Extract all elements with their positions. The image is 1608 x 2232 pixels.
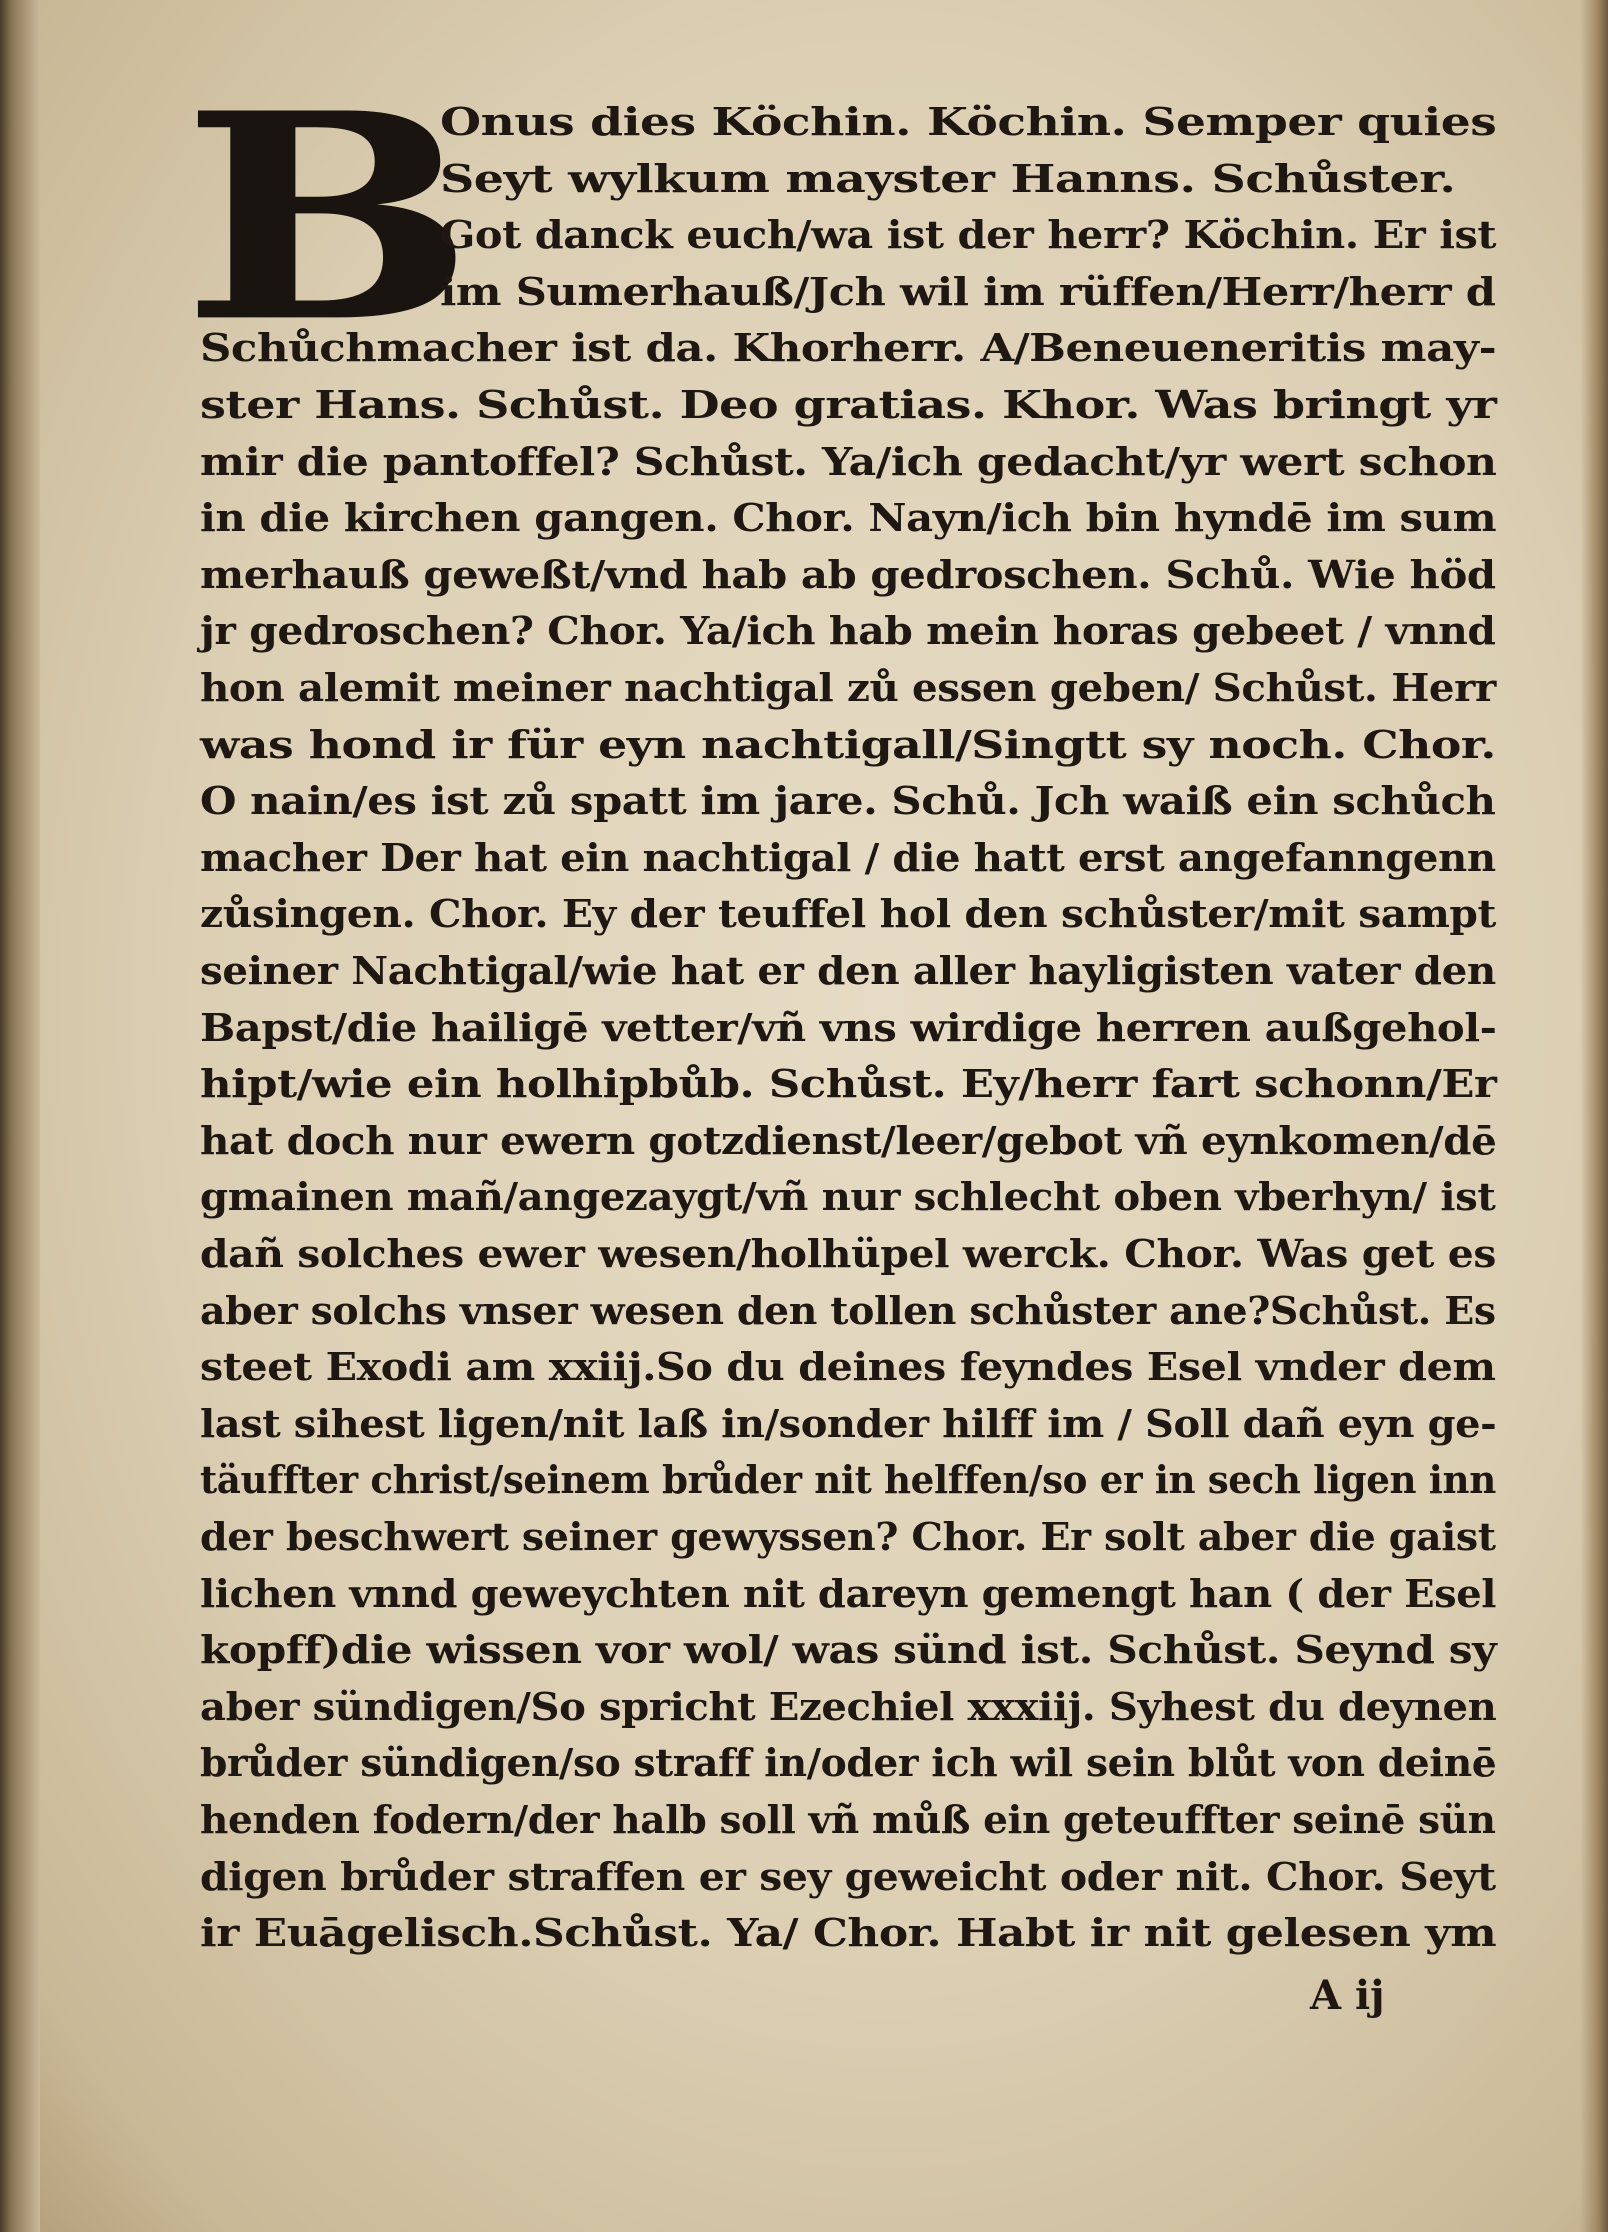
text-line: Got danck euch/wa ist der herr? Köchin. Er ist xyxy=(440,212,1497,258)
text-line: digen brůder straffen er sey geweicht oder nit. Chor. Seyt xyxy=(200,1853,1496,1899)
text-line: aber sündigen/So spricht Ezechiel xxxiij. Syhest du deynen xyxy=(200,1683,1497,1729)
text-line: hon alemit meiner nachtigal zů essen geben/ Schůst. Herr xyxy=(200,665,1496,710)
page-gutter-shadow xyxy=(0,0,40,2232)
text-line: kopff)die wissen vor wol/ was sünd ist. Schůst. Seynd sy xyxy=(200,1627,1497,1673)
text-line: im Sumerhauß/Jch wil im rüffen/Herr/herr d xyxy=(440,268,1496,314)
text-line: O nain/es ist zů spatt im jare. Schů. Jch waiß ein schůch xyxy=(200,778,1496,824)
page-edge-shadow xyxy=(1580,0,1608,2232)
text-line: täuffter christ/seinem brůder nit helffen/so er in sech ligen inn xyxy=(200,1457,1496,1503)
text-line: merhauß geweßt/vnd hab ab gedroschen. Schů. Wie höd xyxy=(200,551,1496,597)
text-line: Schůchmacher ist da. Khorherr. A/Beneueneritis may- xyxy=(200,325,1497,371)
text-line: der beschwert seiner gewyssen? Chor. Er solt aber die gaist xyxy=(200,1514,1496,1559)
text-line: was hond ir für eyn nachtigall/Singtt sy noch. Chor. xyxy=(200,721,1496,767)
text-line: jr gedroschen? Chor. Ya/ich hab mein horas gebeet / vnnd xyxy=(200,608,1496,654)
text-line: Bapst/die hailigē vetter/vñ vns wirdige herren außgehol- xyxy=(200,1004,1497,1050)
text-line: last sihest ligen/nit laß in/sonder hilff im / Soll dañ eyn ge- xyxy=(200,1400,1497,1446)
text-line: Onus dies Köchin. Köchin. Semper quies xyxy=(440,99,1497,144)
text-line: ir Euāgelisch.Schůst. Ya/ Chor. Habt ir nit gelesen ym xyxy=(200,1910,1497,1956)
text-line: lichen vnnd geweychten nit dareyn gemengt han ( der Esel xyxy=(200,1570,1497,1616)
signature-mark: A ij xyxy=(1310,1972,1385,2019)
text-line: hipt/wie ein holhipbůb. Schůst. Ey/herr fart schonn/Er xyxy=(200,1061,1497,1107)
text-line: zůsingen. Chor. Ey der teuffel hol den schůster/mit sampt xyxy=(200,891,1496,937)
text-line: in die kirchen gangen. Chor. Nayn/ich bin hyndē im sum xyxy=(200,495,1497,541)
text-line: brůder sündigen/so straff in/oder ich wil sein blůt von deinē xyxy=(200,1740,1497,1786)
text-line: mir die pantoffel? Schůst. Ya/ich gedacht/yr wert schon xyxy=(200,438,1497,484)
text-line: dañ solches ewer wesen/holhüpel werck. Chor. Was get es xyxy=(200,1231,1496,1276)
decorated-initial xyxy=(181,51,475,385)
initial-letter: B xyxy=(181,51,475,385)
text-line: henden fodern/der halb soll vñ můß ein geteuffter seinē sün xyxy=(200,1797,1496,1842)
text-line: gmainen mañ/angezaygt/vñ nur schlecht oben vberhyn/ ist xyxy=(200,1174,1496,1220)
text-line: hat doch nur ewern gotzdienst/leer/gebot vñ eynkomen/dē xyxy=(200,1117,1497,1163)
text-line: seiner Nachtigal/wie hat er den aller hayligisten vater den xyxy=(200,948,1496,993)
text-line: ster Hans. Schůst. Deo gratias. Khor. Was bringt yr xyxy=(200,382,1497,427)
text-line: macher Der hat ein nachtigal / die hatt erst angefanngenn xyxy=(200,834,1496,880)
text-line: aber solchs vnser wesen den tollen schůster ane?Schůst. Es xyxy=(200,1287,1496,1333)
text-line: steet Exodi am xxiij.So du deines feyndes Esel vnder dem xyxy=(200,1344,1496,1390)
text-line: Seyt wylkum mayster Hanns. Schůster. xyxy=(440,155,1456,201)
